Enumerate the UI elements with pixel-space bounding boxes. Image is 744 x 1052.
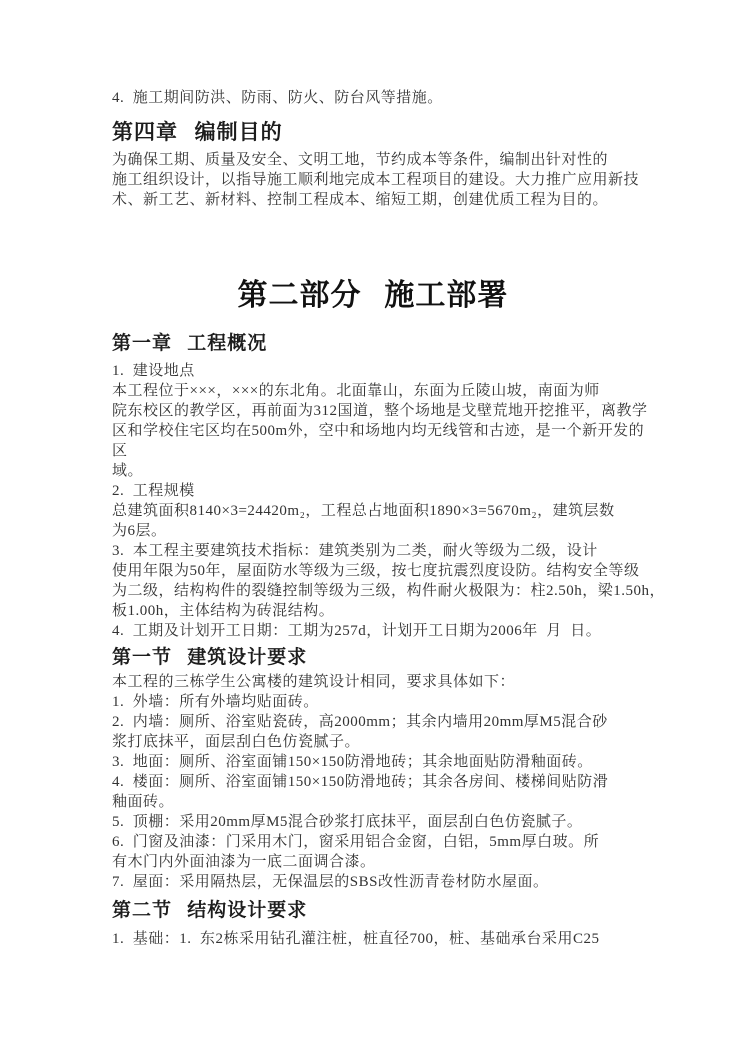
list-item-ceiling: 5. 顶棚：采用20mm厚M5混合砂浆打底抹平，面层刮白色仿瓷腻子。	[112, 814, 583, 830]
paragraph-line: 总建筑面积8140×3=24420m₂，工程总占地面积1890×3=5670m₂，建筑层数	[112, 503, 615, 519]
list-item-doors-windows: 6. 门窗及油漆：门采用木门，窗采用铝合金窗，白铝，5mm厚白玻。所	[112, 834, 600, 850]
chapter-1-block	[112, 330, 666, 641]
paragraph-line: 浆打底抹平，面层刮白色仿瓷腻子。	[112, 734, 361, 750]
list-item-schedule: 4. 工期及计划开工日期：工期为257d，计划开工日期为2006年 月 日。	[112, 623, 602, 639]
list-item-interior-wall: 2. 内墙：厕所、浴室贴瓷砖，高2000mm；其余内墙用20mm厚M5混合砂	[112, 714, 608, 730]
document-content	[112, 88, 666, 949]
section-1-block	[112, 644, 634, 892]
list-item-build-location: 1. 建设地点	[112, 363, 195, 379]
paragraph-line: 施工组织设计，以指导施工顺利地完成本工程项目的建设。大力推广应用新技	[112, 172, 640, 188]
list-item-foundation: 1. 基础：1. 东2栋采用钻孔灌注桩，桩直径700，桩、基础承台采用C25	[112, 931, 600, 947]
paragraph-line: 使用年限为50年，屋面防水等级为三级，按七度抗震烈度设防。结构安全等级	[112, 563, 640, 579]
paragraph-line: 板1.00h，主体结构为砖混结构。	[112, 603, 335, 619]
list-item-flood-measures: 4. 施工期间防洪、防雨、防火、防台风等措施。	[112, 90, 443, 106]
list-item-floor: 4. 楼面：厕所、浴室面铺150×150防滑地砖；其余各房间、楼梯间贴防滑	[112, 774, 609, 790]
paragraph-line: 区	[112, 443, 128, 459]
section-1-heading: 第一节 建筑设计要求	[112, 646, 308, 668]
paragraph-line: 为二级，结构构件的裂缝控制等级为三级，构件耐火极限为：柱2.50h，梁1.50h，	[112, 583, 666, 599]
paragraph-line: 有木门内外面油漆为一底二面调合漆。	[112, 854, 376, 870]
part-2-title: 第二部分 施工部署	[237, 278, 509, 313]
paragraph-line: 本工程位于×××，×××的东北角。北面靠山，东面为丘陵山坡，南面为师	[112, 383, 600, 399]
paragraph-line: 院东校区的教学区，再前面为312国道，整个场地是戈壁荒地开挖推平，离教学	[112, 403, 648, 419]
paragraph-line: 术、新工艺、新材料、控制工程成本、缩短工期，创建优质工程为目的。	[112, 192, 609, 208]
list-item-tech-index: 3. 本工程主要建筑技术指标：建筑类别为二类，耐火等级为二级，设计	[112, 543, 598, 559]
list-item-roof: 7. 屋面：采用隔热层，无保温层的SBS改性沥青卷材防水屋面。	[112, 874, 549, 890]
paragraph-line: 域。	[112, 463, 144, 479]
section-2-heading: 第二节 结构设计要求	[112, 899, 308, 921]
paragraph-line: 为6层。	[112, 523, 167, 539]
list-item-project-scale: 2. 工程规模	[112, 483, 195, 499]
paragraph-line: 釉面砖。	[112, 794, 175, 810]
chapter-4-block	[112, 118, 640, 210]
paragraph-line: 为确保工期、质量及安全、文明工地，节约成本等条件，编制出针对性的	[112, 152, 609, 168]
section-2-block	[112, 897, 634, 949]
chapter-4-heading: 第四章 编制目的	[112, 120, 283, 144]
list-item-ground: 3. 地面：厕所、浴室面铺150×150防滑地砖；其余地面贴防滑釉面砖。	[112, 754, 593, 770]
paragraph-line: 本工程的三栋学生公寓楼的建筑设计相同，要求具体如下：	[112, 674, 516, 690]
list-item-exterior-wall: 1. 外墙：所有外墙均贴面砖。	[112, 694, 319, 710]
paragraph-line: 区和学校住宅区均在500m外，空中和场地内均无线管和古迹，是一个新开发的	[112, 423, 645, 439]
chapter-1-heading: 第一章 工程概况	[112, 332, 268, 354]
